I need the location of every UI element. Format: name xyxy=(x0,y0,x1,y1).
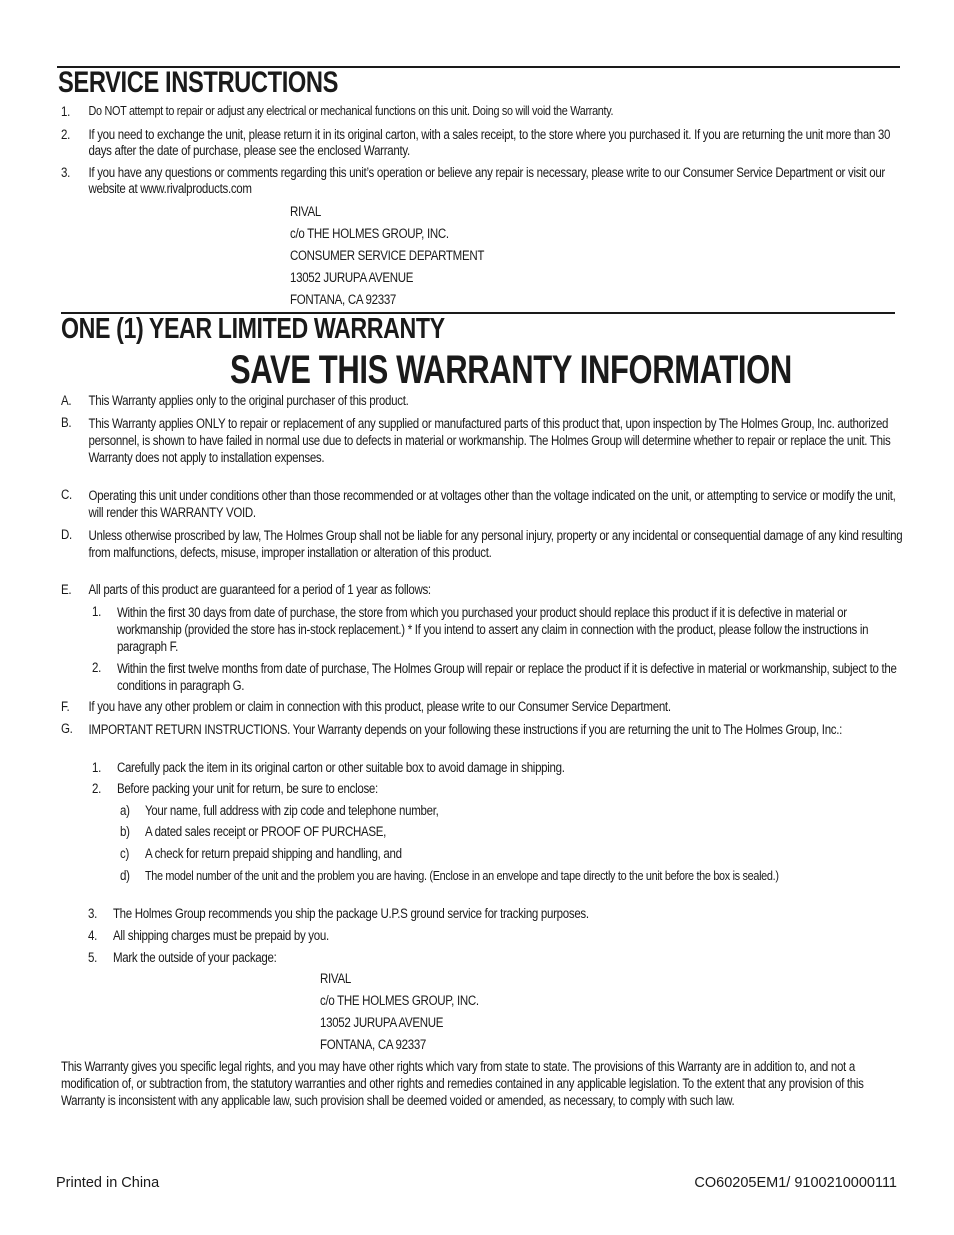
item-text: Within the first twelve months from date of purchase, The Holmes Group will repair or replace the product if it is defective in material or workmanship, subject to the conditions in paragraph G. xyxy=(116,661,897,693)
item-text: Unless otherwise proscribed by law, The Holmes Group shall not be liable for any personal injury, property or any incidental or consequential damage of any kind resulting from malfunctions, defects, misuse, improper installation or alteration of this product. xyxy=(88,528,903,560)
item-marker: A. xyxy=(61,393,72,408)
item-text: A check for return prepaid shipping and handling, and xyxy=(144,846,402,861)
item-text: IMPORTANT RETURN INSTRUCTIONS. Your Warranty depends on your following these instructions if you are returning the unit to The Holmes Group, Inc.: xyxy=(88,722,843,737)
item-text: Mark the outside of your package: xyxy=(112,950,277,965)
item-text: Do NOT attempt to repair or adjust any electrical or mechanical functions on this unit. Doing so will void the Warranty. xyxy=(88,104,614,118)
service-address xyxy=(290,201,484,311)
address-line: c/o THE HOLMES GROUP, INC. xyxy=(320,993,479,1008)
address-line: FONTANA, CA 92337 xyxy=(290,292,397,307)
item-marker: c) xyxy=(120,846,130,861)
item-marker: 1. xyxy=(92,760,102,775)
item-marker: 1. xyxy=(92,604,102,619)
item-marker: 2. xyxy=(92,660,102,675)
item-text: Carefully pack the item in its original carton or other suitable box to avoid damage in shipping. xyxy=(116,760,565,775)
item-text: Within the first 30 days from date of purchase, the store from which you purchased your product should replace this product if it is defective in material or workmanship (provided the store has in-stock replacement.) * If you intend to assert any claim in connection with the product, please follow the instructions in paragraph F. xyxy=(116,605,869,654)
warranty-subtitle: SAVE THIS WARRANTY INFORMATION xyxy=(230,348,792,392)
service-title: SERVICE INSTRUCTIONS xyxy=(58,66,339,99)
item-text: All parts of this product are guaranteed for a period of 1 year as follows: xyxy=(88,582,431,597)
item-marker: E. xyxy=(61,582,72,597)
item-text: The Holmes Group recommends you ship the package U.P.S ground service for tracking purposes. xyxy=(112,906,589,921)
item-text: This Warranty applies only to the original purchaser of this product. xyxy=(88,393,409,408)
item-marker: B. xyxy=(61,415,72,430)
item-marker: 2. xyxy=(61,127,71,142)
closing-text: This Warranty gives you specific legal rights, and you may have other rights which vary from state to state. The provisions of this Warranty are in addition to, and not a modification of, or subtraction from, the statutory warranties and other rights and remedies contained in any applicable legislation. To the extent that any provision of this Warranty is inconsistent with any applicable law, such provision shall be deemed voided or amended, as necessary, to comply with such law. xyxy=(61,1059,864,1108)
item-text: If you have any questions or comments regarding this unit’s operation or believe any repair is necessary, please write to our Consumer Service Department or visit our website at www.rivalproducts.com xyxy=(88,165,885,196)
item-text: If you have any other problem or claim in connection with this product, please write to our Consumer Service Department. xyxy=(88,699,671,714)
item-marker: 1. xyxy=(61,104,71,119)
item-marker: G. xyxy=(61,721,73,736)
address-line: 13052 JURUPA AVENUE xyxy=(320,1015,444,1030)
item-text: Operating this unit under conditions other than those recommended or at voltages other than the voltage indicated on the unit, or attempting to service or modify the unit, will render this WARRANTY VOID. xyxy=(88,488,896,520)
warranty-title: ONE (1) YEAR LIMITED WARRANTY xyxy=(61,313,445,345)
item-marker: 2. xyxy=(92,781,102,796)
item-text: Before packing your unit for return, be sure to enclose: xyxy=(116,781,378,796)
item-text: If you need to exchange the unit, please return it in its original carton, with a sales receipt, to the store where you purchased it. If you are returning the unit more than 30 days after the date of purchase, please see the enclosed Warranty. xyxy=(88,127,891,158)
address-line: 13052 JURUPA AVENUE xyxy=(290,270,414,285)
item-marker: 3. xyxy=(88,906,98,921)
item-marker: F. xyxy=(61,699,70,714)
item-marker: 3. xyxy=(61,165,71,180)
item-marker: d) xyxy=(120,868,130,883)
item-text: This Warranty applies ONLY to repair or replacement of any supplied or manufactured parts of this product that, upon inspection by The Holmes Group, Inc. authorized personnel, is shown to have failed in normal use due to defects in material or workmanship. The Holmes Group will determine whether to repair or replace the unit. This Warranty does not apply to installation expenses. xyxy=(88,416,891,465)
item-marker: b) xyxy=(120,824,130,839)
item-text: The model number of the unit and the problem you are having. (Enclose in an envelope and tape directly to the unit before the box is sealed.) xyxy=(144,869,779,883)
address-line: FONTANA, CA 92337 xyxy=(320,1037,427,1052)
item-text: A dated sales receipt or PROOF OF PURCHASE, xyxy=(144,824,387,839)
footer-code: CO60205EM1/ 9100210000111 xyxy=(694,1175,897,1191)
address-line: RIVAL xyxy=(320,971,351,986)
address-line: c/o THE HOLMES GROUP, INC. xyxy=(290,226,449,241)
return-address xyxy=(320,968,479,1056)
item-marker: a) xyxy=(120,803,130,818)
footer-printed: Printed in China xyxy=(56,1175,160,1191)
item-text: Your name, full address with zip code and telephone number, xyxy=(144,803,439,818)
item-marker: 4. xyxy=(88,928,98,943)
item-marker: C. xyxy=(61,487,72,502)
item-marker: 5. xyxy=(88,950,98,965)
address-line: CONSUMER SERVICE DEPARTMENT xyxy=(290,248,485,263)
item-text: All shipping charges must be prepaid by you. xyxy=(112,928,329,943)
item-marker: D. xyxy=(61,527,72,542)
address-line: RIVAL xyxy=(290,204,321,219)
